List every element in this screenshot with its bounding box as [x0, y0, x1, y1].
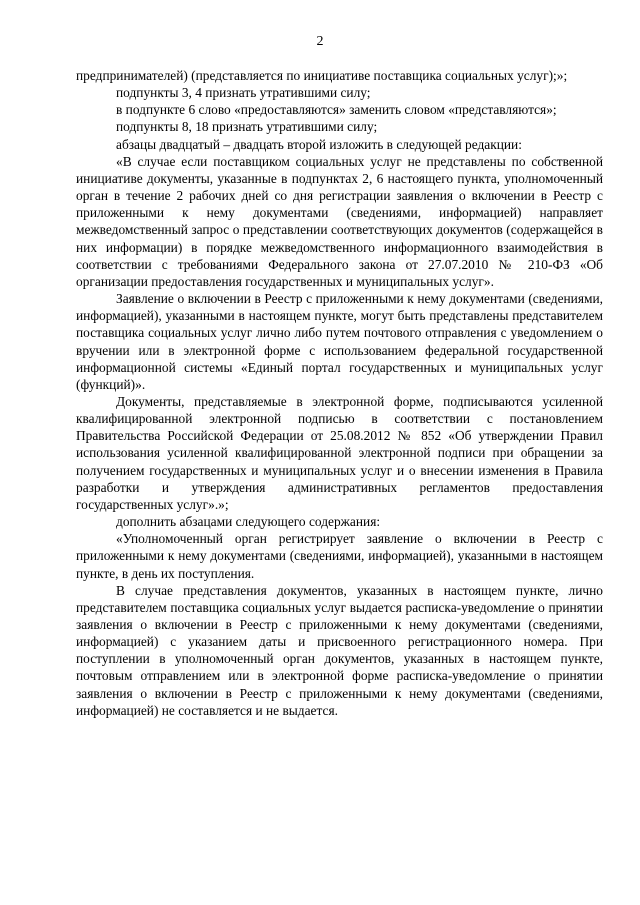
paragraph-electronic-signature: Документы, представляемые в электронной форме, подписываются усиленной квалифицированной электронной подписью в соответствии с постановлением Правительства Российской Федерации от 25.08.2012 № 852 «Об утверждении Правил использования усиленной квалифицированной электронной подписи при обращении за получением государственных и муниципальных услуг и о внесении изменения в Правила разработки и утверждения административных регламентов предоставления государственных услуг».»; [76, 393, 603, 512]
paragraph-application-submission: Заявление о включении в Реестр с приложенными к нему документами (сведениями, информацией), указанными в настоящем пункте, могут быть представлены представителем поставщика социальных услуг лично либо путем почтового отправления с уведомлением о вручении или в электронной форме с использованием федеральной государственной информационной системы «Единый портал государственных и муниципальных услуг (функций)». [76, 291, 603, 392]
paragraph-subitems-3-4: подпункты 3, 4 признать утратившими силу; [116, 85, 371, 101]
paragraph-interagency-request: «В случае если поставщиком социальных услуг не представлены по собственной инициативе документы, указанные в подпунктах 2, 6 настоящего пункта, уполномоченный орган в течение 2 рабочих дней со дня регистрации заявления о включении в Реестр с приложенными к нему документами (сведениями, информацией) направляет межведомственный запрос о представлении соответствующих документов (содержащейся в них информации) в порядке межведомственного информационного взаимодействия в соответствии с требованиями Федерального закона от 27.07.2010 № 210-ФЗ «Об организации предоставления государственных и муниципальных услуг». [76, 153, 603, 289]
paragraph-subitem-6: в подпункте 6 слово «предоставляются» заменить словом «представляются»; [116, 102, 557, 118]
paragraph-abzacy-intro: абзацы двадцатый – двадцать второй изложить в следующей редакции: [116, 136, 522, 152]
page-number: 2 [316, 34, 324, 49]
paragraph-receipt-notification: В случае представления документов, указанных в настоящем пункте, лично представителем поставщика социальных услуг выдается расписка-уведомление о принятии заявления о включении в Реестр с приложенными к нему документами (сведениями, информацией) с указанием даты и присвоенного регистрационного номера. При поступлении в уполномоченный орган документов, указанных в настоящем пункте, почтовым отправлением или в электронной форме расписка-уведомление о принятии заявления о включении в Реестр с приложенными к нему документами (сведениями, информацией) не составляется и не выдается. [76, 582, 603, 718]
document-body [76, 67, 603, 719]
paragraph-supplement-intro: дополнить абзацами следующего содержания: [116, 514, 381, 530]
paragraph-continuation: предпринимателей) (представляется по инициативе поставщика социальных услуг);»; [76, 68, 568, 83]
paragraph-registration: «Уполномоченный орган регистрирует заявление о включении в Реестр с приложенными к нему документами (сведениями, информацией), указанными в настоящем пункте, в день их поступления. [76, 531, 603, 581]
paragraph-subitems-8-18: подпункты 8, 18 признать утратившими силу; [116, 119, 378, 135]
